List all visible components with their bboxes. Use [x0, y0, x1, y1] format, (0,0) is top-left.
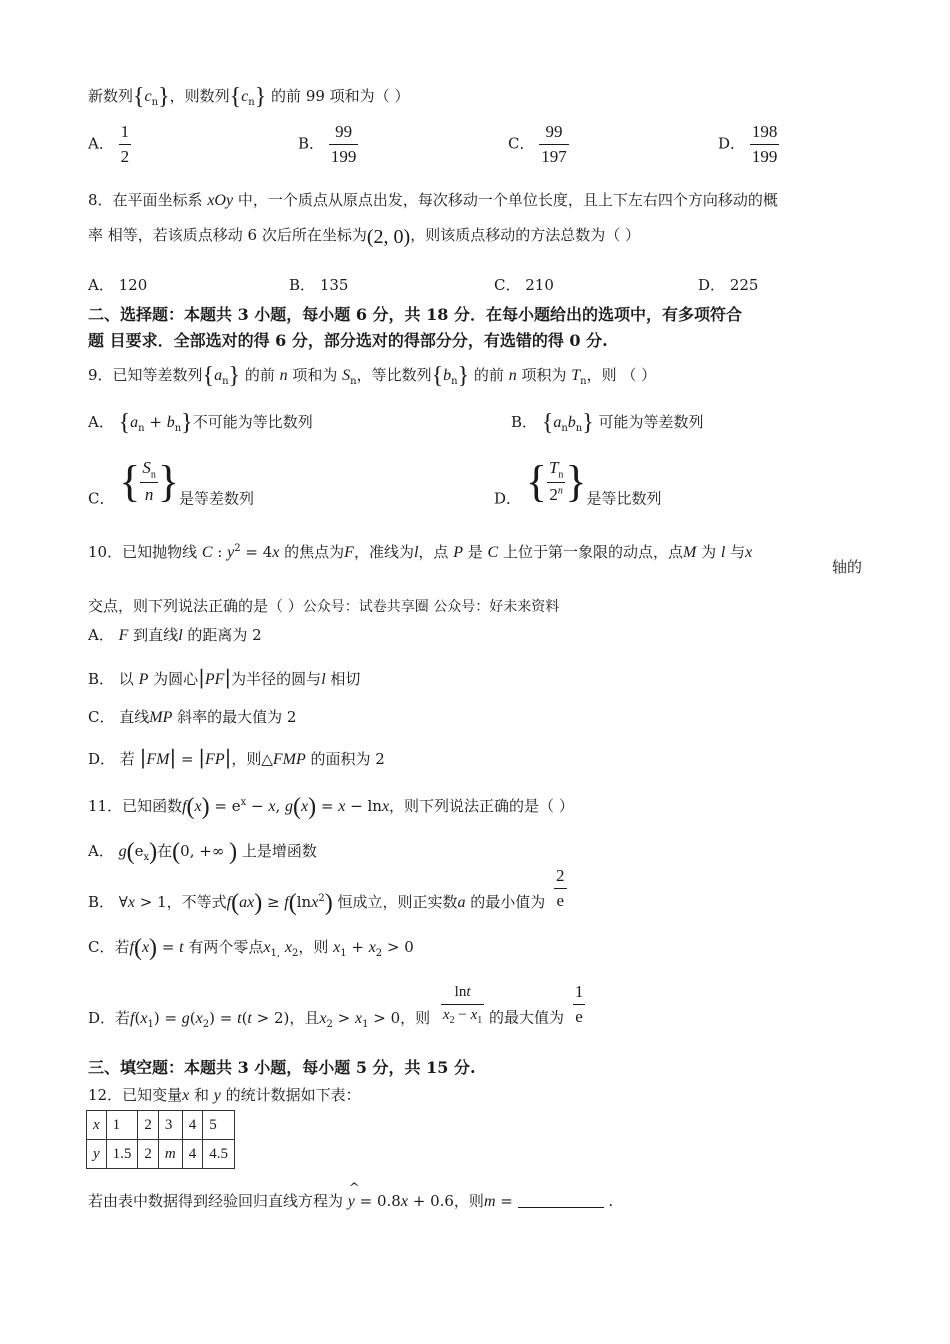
q10-line1-tail: 轴的 — [832, 558, 863, 576]
q11-option-d: D．若$f(x_1) = g(x_2) = t(t > 2)$，且$x_2 > x_1 > 0$，则 $\frac{\ln t}{x_2 - x_1}$ 的最大值为 $\frac{1}{e}$ — [88, 982, 584, 1030]
q9-option-a: A． $\{a_n + b_n\}$不可能为等比数列 — [88, 410, 313, 436]
q9-option-c: C． { $\frac{S_n}{n}$ }是等差数列 — [88, 457, 255, 508]
q11-option-c: C．若f(x) = t 有两个零点$x_{1,}$ $x_2$，则 $x_1 + x_2 > 0$ — [88, 935, 414, 961]
q9-option-d: D． { $\frac{T_n}{2^n}$ }是等比数列 — [494, 457, 662, 508]
table-row — [87, 1111, 235, 1140]
section2-heading-line2: 题 目要求．全部选对的得 6 分，部分选对的得部分分，有选错的得 0 分. — [88, 331, 608, 350]
q7-option-b: B． $\frac{99}{199}$ — [298, 122, 357, 166]
q8-line2: 率 相等，若该质点移动 6 次后所在坐标为(2, 0)，则该质点移动的方法总数为（ ） — [88, 226, 640, 248]
q9-option-b: B． $\{a_nb_n\}$ 可能为等差数列 — [511, 410, 704, 436]
table-cell: 3 — [158, 1111, 182, 1140]
q7-option-c: C． $\frac{99}{197}$ — [508, 122, 567, 166]
table-cell: x — [87, 1111, 107, 1140]
q10-option-b: B． 以 P 为圆心|PF|为半径的圆与l 相切 — [88, 665, 361, 689]
section3-heading: 三、填空题：本题共 3 小题，每小题 5 分，共 15 分. — [88, 1058, 476, 1077]
q10-option-c: C． 直线MP 斜率的最大值为 2 — [88, 708, 297, 726]
table-cell: 5 — [203, 1111, 235, 1140]
q10-line1: 10．已知抛物线 C : $y^2 = 4x$ 的焦点为F，准线为l，点 P 是 C 上位于第一象限的动点，点M 为 l 与x — [88, 543, 753, 561]
watermark-text: 公众号：试卷共享圈 公众号：好未来资料 — [302, 599, 560, 615]
q9-stem: 9．已知等差数列$\{a_n\}$ 的前 n 项和为 $S_n$，等比数列$\{b_n\}$ 的前 n 项积为 $T_n$，则 （ ） — [88, 363, 657, 389]
q12-regression-line: 若由表中数据得到经验回归直线方程为 ^ y = 0.8x + 0.6，则m = . — [88, 1181, 614, 1210]
q7-option-a: A． $\frac{1}{2}$ — [88, 122, 130, 166]
data-table — [86, 1110, 235, 1169]
table-row — [87, 1140, 235, 1169]
table-cell: 2 — [138, 1140, 159, 1169]
table-cell: y — [87, 1140, 107, 1169]
q12-stem: 12．已知变量x 和 y 的统计数据如下表： — [88, 1086, 361, 1104]
q8-option-d: D． 225 — [698, 276, 759, 294]
q8-line1: 8．在平面坐标系 xOy 中，一个质点从原点出发，每次移动一个单位长度，且上下左右四个方向移动的概 — [88, 191, 778, 209]
table-cell: m — [158, 1140, 182, 1169]
q11-option-b: B． ∀x > 1，不等式f(ax) ≥ f(lnx$^2$) 恒成立，则正实数a 的最小值为 $\frac{2}{e}$ — [88, 866, 565, 916]
q8-option-b: B． 135 — [289, 276, 349, 294]
table-cell: 4 — [182, 1140, 203, 1169]
answer-blank[interactable] — [518, 1193, 604, 1208]
table-cell: 4.5 — [203, 1140, 235, 1169]
q7-stem: 新数列$\{c_n\}$，则数列$\{c_n\}$ 的前 99 项和为（ ） — [88, 84, 410, 110]
section2-heading-line1: 二、选择题：本题共 3 小题，每小题 6 分，共 18 分．在每小题给出的选项中，有多项符合 — [88, 305, 742, 324]
q11-option-a: A． $g(e_x)$在(0, +∞ ) 上是增函数 — [88, 839, 317, 865]
q7-option-d: D． $\frac{198}{199}$ — [718, 122, 778, 166]
table-cell: 1 — [106, 1111, 138, 1140]
q10-option-d: D． 若 |FM| = |FP|，则△FMP 的面积为 2 — [88, 745, 385, 769]
table-cell: 1.5 — [106, 1140, 138, 1169]
q8-option-c: C． 210 — [494, 276, 554, 294]
table-cell: 4 — [182, 1111, 203, 1140]
q11-stem: 11．已知函数$f(x) = e^x - x$, g(x) = x − lnx，则下列说法正确的是（ ） — [88, 794, 574, 820]
q8-option-a: A． 120 — [88, 276, 148, 294]
q10-line2: 交点，则下列说法正确的是（ ）公众号：试卷共享圈 公众号：好未来资料 — [88, 597, 560, 615]
q10-option-a: A． F 到直线l 的距离为 2 — [88, 626, 262, 644]
table-cell: 2 — [138, 1111, 159, 1140]
